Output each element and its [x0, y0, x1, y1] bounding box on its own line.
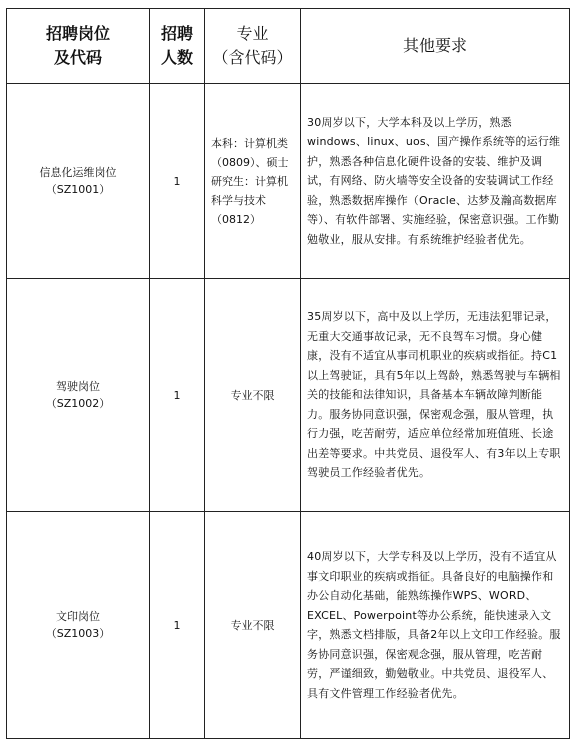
table-row	[7, 512, 570, 739]
major-cell: 专业不限	[205, 512, 301, 739]
position-name: 文印岗位	[56, 610, 100, 623]
requirements-cell: 35周岁以下，高中及以上学历，无违法犯罪记录，无重大交通事故记录，无不良驾车习惯。身心健康，没有不适宜从事司机职业的疾病或指征。持C1以上驾驶证，具有5年以上驾龄，熟悉驾驶与车辆相关的技能和法律知识，具备基本车辆故障判断能力。服务协同意识强，保密观念强，服从管理，执行力强，吃苦耐劳，适应单位经常加班值班、长途出差等要求。中共党员、退役军人、有3年以上专职驾驶员工作经验者优先。	[301, 279, 570, 512]
major-cell: 专业不限	[205, 279, 301, 512]
position-cell	[7, 84, 150, 279]
header-count	[150, 9, 205, 84]
header-major-line2: （含代码）	[212, 48, 293, 67]
count-cell: 1	[150, 84, 205, 279]
header-major	[205, 9, 301, 84]
header-other-requirements: 其他要求	[301, 9, 570, 84]
header-count-line1: 招聘	[160, 24, 193, 43]
table-row	[7, 84, 570, 279]
count-cell: 1	[150, 279, 205, 512]
position-cell	[7, 279, 150, 512]
header-major-line1: 专业	[236, 24, 269, 43]
table-row	[7, 279, 570, 512]
recruitment-table	[6, 8, 570, 739]
count-cell: 1	[150, 512, 205, 739]
recruitment-table-container	[6, 8, 569, 739]
major-cell: 本科：计算机类（0809）、硕士研究生：计算机科学与技术（0812）	[205, 84, 301, 279]
requirements-cell: 30周岁以下，大学本科及以上学历，熟悉windows、linux、uos、国产操作系统等的运行维护，熟悉各种信息化硬件设备的安装、维护及调试，有网络、防火墙等安全设备的安装调试工作经验，熟悉数据库操作（Oracle、达梦及瀚高数据库等）、有软件部署、实施经验，保密意识强。工作勤勉敬业，服从安排。有系统维护经验者优先。	[301, 84, 570, 279]
position-name: 信息化运维岗位	[39, 166, 117, 179]
table-header-row	[7, 9, 570, 84]
header-position-line2: 及代码	[53, 48, 102, 67]
position-code: （SZ1003）	[45, 627, 111, 640]
header-count-line2: 人数	[160, 48, 193, 67]
position-cell	[7, 512, 150, 739]
position-code: （SZ1002）	[45, 397, 111, 410]
position-name: 驾驶岗位	[56, 380, 100, 393]
position-code: （SZ1001）	[45, 183, 111, 196]
requirements-cell: 40周岁以下，大学专科及以上学历，没有不适宜从事文印职业的疾病或指征。具备良好的电脑操作和办公自动化基础，能熟练操作WPS、WORD、EXCEL、Powerpoint等办公系统，能快速录入文字，熟悉文档排版，具备2年以上文印工作经验。服务协同意识强，保密观念强，服从管理，吃苦耐劳，严谨细致，勤勉敬业。中共党员、退役军人、具有文件管理工作经验者优先。	[301, 512, 570, 739]
header-position-line1: 招聘岗位	[45, 24, 110, 43]
header-position	[7, 9, 150, 84]
